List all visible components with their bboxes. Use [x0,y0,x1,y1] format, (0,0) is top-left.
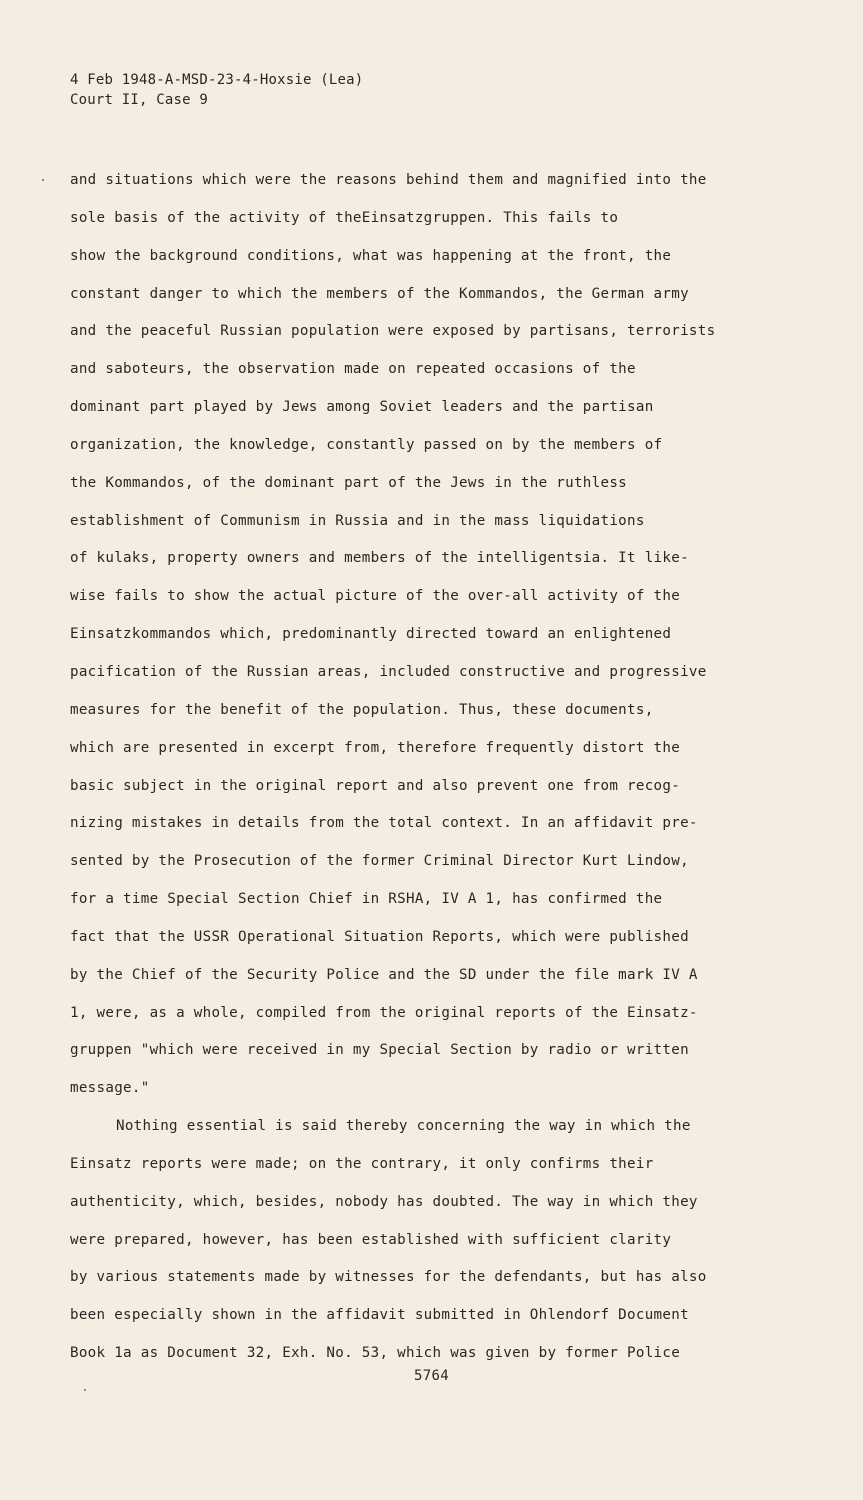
body-line: show the background conditions, what was happening at the front, the [70,247,672,264]
body-line: pacification of the Russian areas, included constructive and progressive [70,663,707,680]
body-line: Book 1a as Document 32, Exh. No. 53, which was given by former Police [70,1345,681,1362]
body-line: and saboteurs, the observation made on repeated occasions of the [70,361,636,378]
body-line: fact that the USSR Operational Situation Reports, which were published [70,928,689,945]
document-body [70,162,830,1373]
body-line: by various statements made by witnesses for the defendants, but has also [70,1269,707,1286]
body-line: constant danger to which the members of the Kommandos, the German army [70,285,689,302]
body-line: 1, were, as a whole, compiled from the original reports of the Einsatz- [70,1004,698,1021]
body-line: been especially shown in the affidavit submitted in Ohlendorf Document [70,1307,689,1324]
page-number: 5764 [414,1368,449,1384]
body-line: authenticity, which, besides, nobody has doubted. The way in which they [70,1193,698,1210]
body-line: dominant part played by Jews among Soviet leaders and the partisan [70,399,654,416]
body-line: wise fails to show the actual picture of the over-all activity of the [70,588,681,605]
body-line: gruppen "which were received in my Special Section by radio or written [70,1042,689,1059]
body-line: and the peaceful Russian population were exposed by partisans, terrorists [70,323,716,340]
body-line: Einsatz reports were made; on the contrary, it only confirms their [70,1155,654,1172]
body-line: establishment of Communism in Russia and in the mass liquidations [70,512,645,529]
body-line: the Kommandos, of the dominant part of the Jews in the ruthless [70,474,628,491]
body-line: of kulaks, property owners and members of the intelligentsia. It like- [70,550,689,567]
body-line: which are presented in excerpt from, therefore frequently distort the [70,739,681,756]
document-header [70,70,363,110]
body-line: organization, the knowledge, constantly passed on by the members of [70,436,663,453]
header-reference-line: 4 Feb 1948-A-MSD-23-4-Hoxsie (Lea) [70,72,364,88]
body-line: message." [70,1080,150,1097]
body-line: for a time Special Section Chief in RSHA, IV A 1, has confirmed the [70,891,663,908]
body-line: basic subject in the original report and also prevent one from recog- [70,777,681,794]
margin-mark [84,1389,86,1391]
body-line: measures for the benefit of the population. Thus, these documents, [70,701,654,718]
body-line: Einsatzkommandos which, predominantly directed toward an enlightened [70,626,672,643]
body-line: sented by the Prosecution of the former Criminal Director Kurt Lindow, [70,853,689,870]
body-line: by the Chief of the Security Police and the SD under the file mark IV A [70,966,698,983]
margin-mark [42,179,44,181]
body-line: and situations which were the reasons behind them and magnified into the [70,172,707,188]
header-court-line: Court II, Case 9 [70,92,209,108]
body-line: Nothing essential is said thereby concerning the way in which the [116,1118,691,1135]
body-line: sole basis of the activity of theEinsatzgruppen. This fails to [70,209,619,226]
body-line: nizing mistakes in details from the total context. In an affidavit pre- [70,815,698,832]
body-line: were prepared, however, has been established with sufficient clarity [70,1231,672,1248]
